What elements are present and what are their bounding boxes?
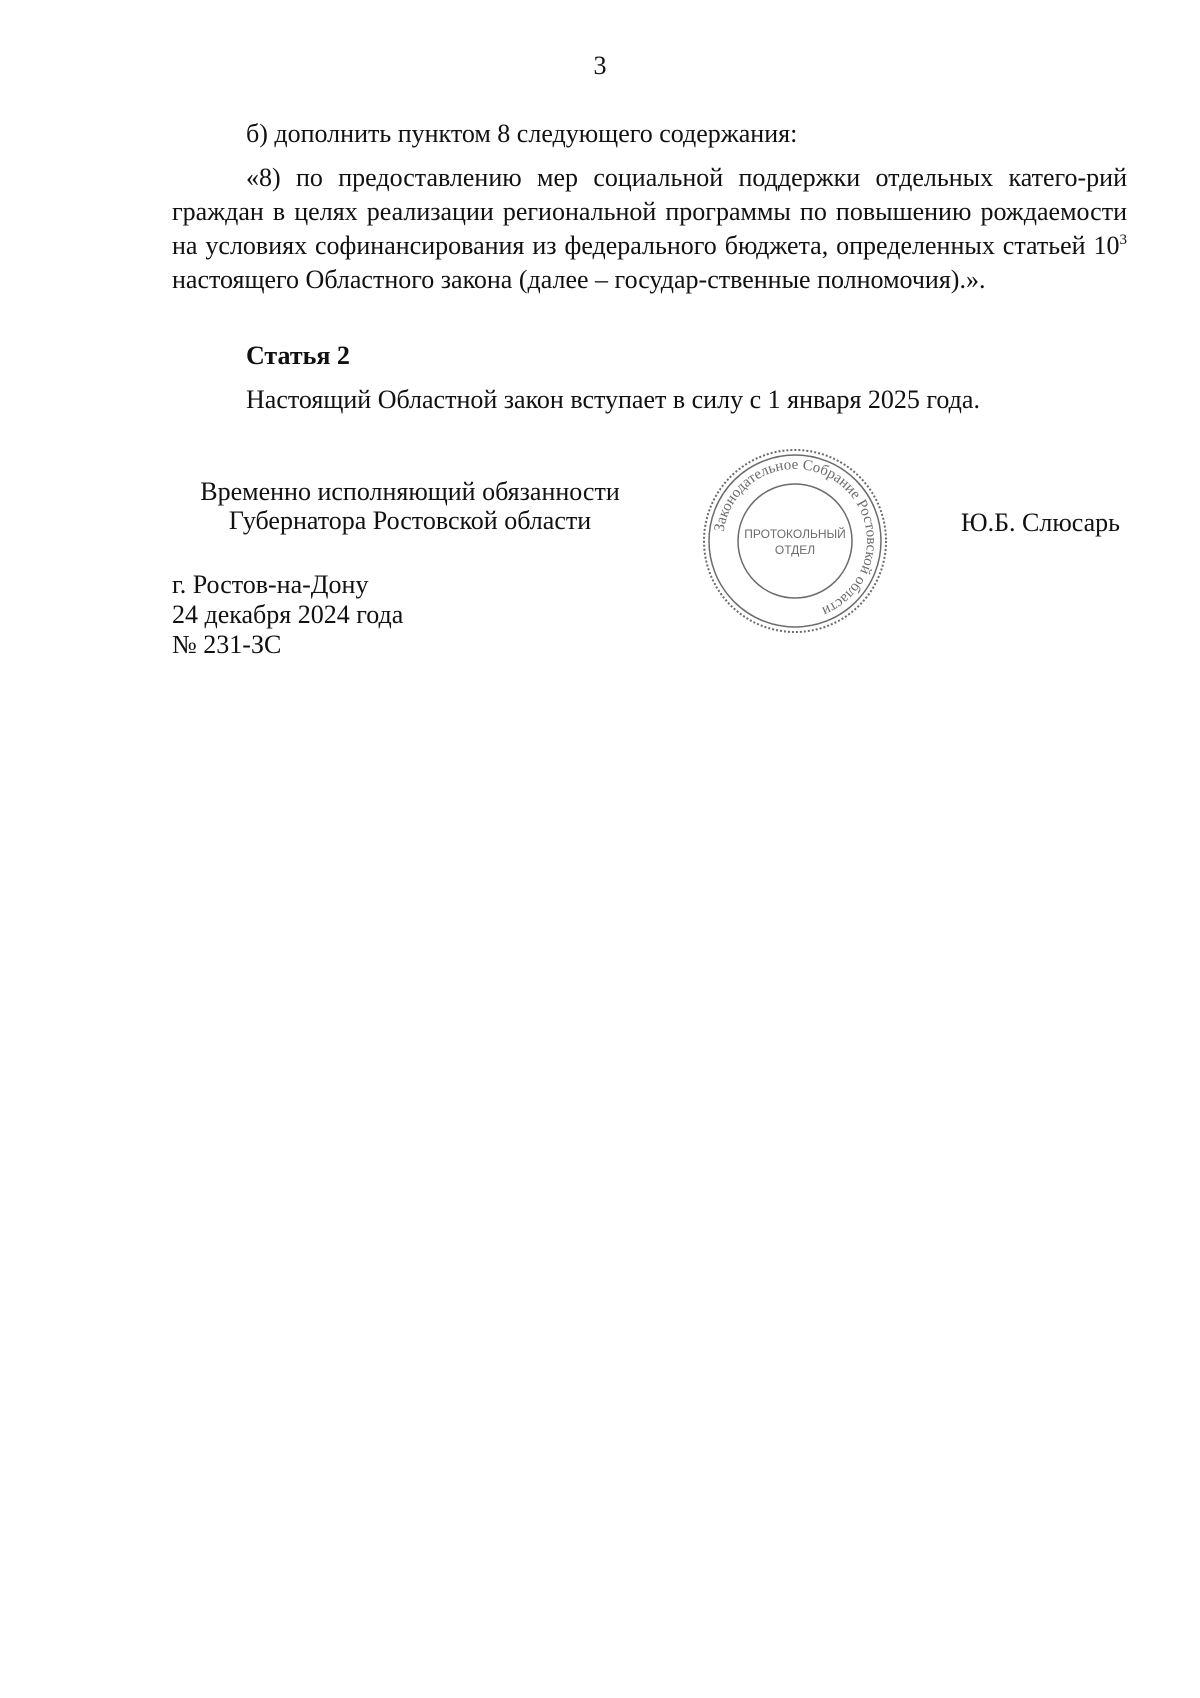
stamp-svg <box>700 446 890 636</box>
stamp-ring-text: Законодательное Собрание Ростовской области <box>711 456 880 620</box>
signer-title-line-2: Губернатора Ростовской области <box>228 506 592 535</box>
stamp-outer-ring <box>704 450 886 632</box>
stamp-center-line-1: ПРОТОКОЛЬНЫЙ <box>744 527 846 541</box>
article-superscript: 3 <box>1119 232 1127 248</box>
stamp-ring <box>709 455 881 627</box>
official-stamp <box>700 446 890 636</box>
stamp-inner-ring <box>738 484 852 598</box>
article-2-heading: Статья 2 <box>246 341 350 370</box>
city: г. Ростов-на-Дону <box>172 570 369 599</box>
signer-title-line-1: Временно исполняющий обязанности <box>200 477 620 506</box>
item-8-text-end: настоящего Областного закона (далее – государ-ственные полномочия).». <box>172 265 986 294</box>
signer-title <box>160 477 660 535</box>
stamp-center-line-2: ОТДЕЛ <box>774 543 816 557</box>
item-8-paragraph <box>172 161 1127 297</box>
law-number: № 231-ЗС <box>172 630 282 659</box>
signer-name: Ю.Б. Слюсарь <box>960 508 1120 537</box>
item-8-text-start: «8) по предоставлению мер социальной поддержки отдельных катего-рий граждан в целях реализации региональной программы по повышению рождаемости на условиях софинансирования из федерального бюджета, определенных статьей 10 <box>172 163 1127 260</box>
article-2-text: Настоящий Областной закон вступает в силу с 1 января 2025 года. <box>246 385 980 414</box>
item-b-paragraph: б) дополнить пунктом 8 следующего содержания: <box>246 119 798 148</box>
date: 24 декабря 2024 года <box>172 600 404 629</box>
place-date-block <box>172 570 403 660</box>
page-number: 3 <box>593 51 607 80</box>
